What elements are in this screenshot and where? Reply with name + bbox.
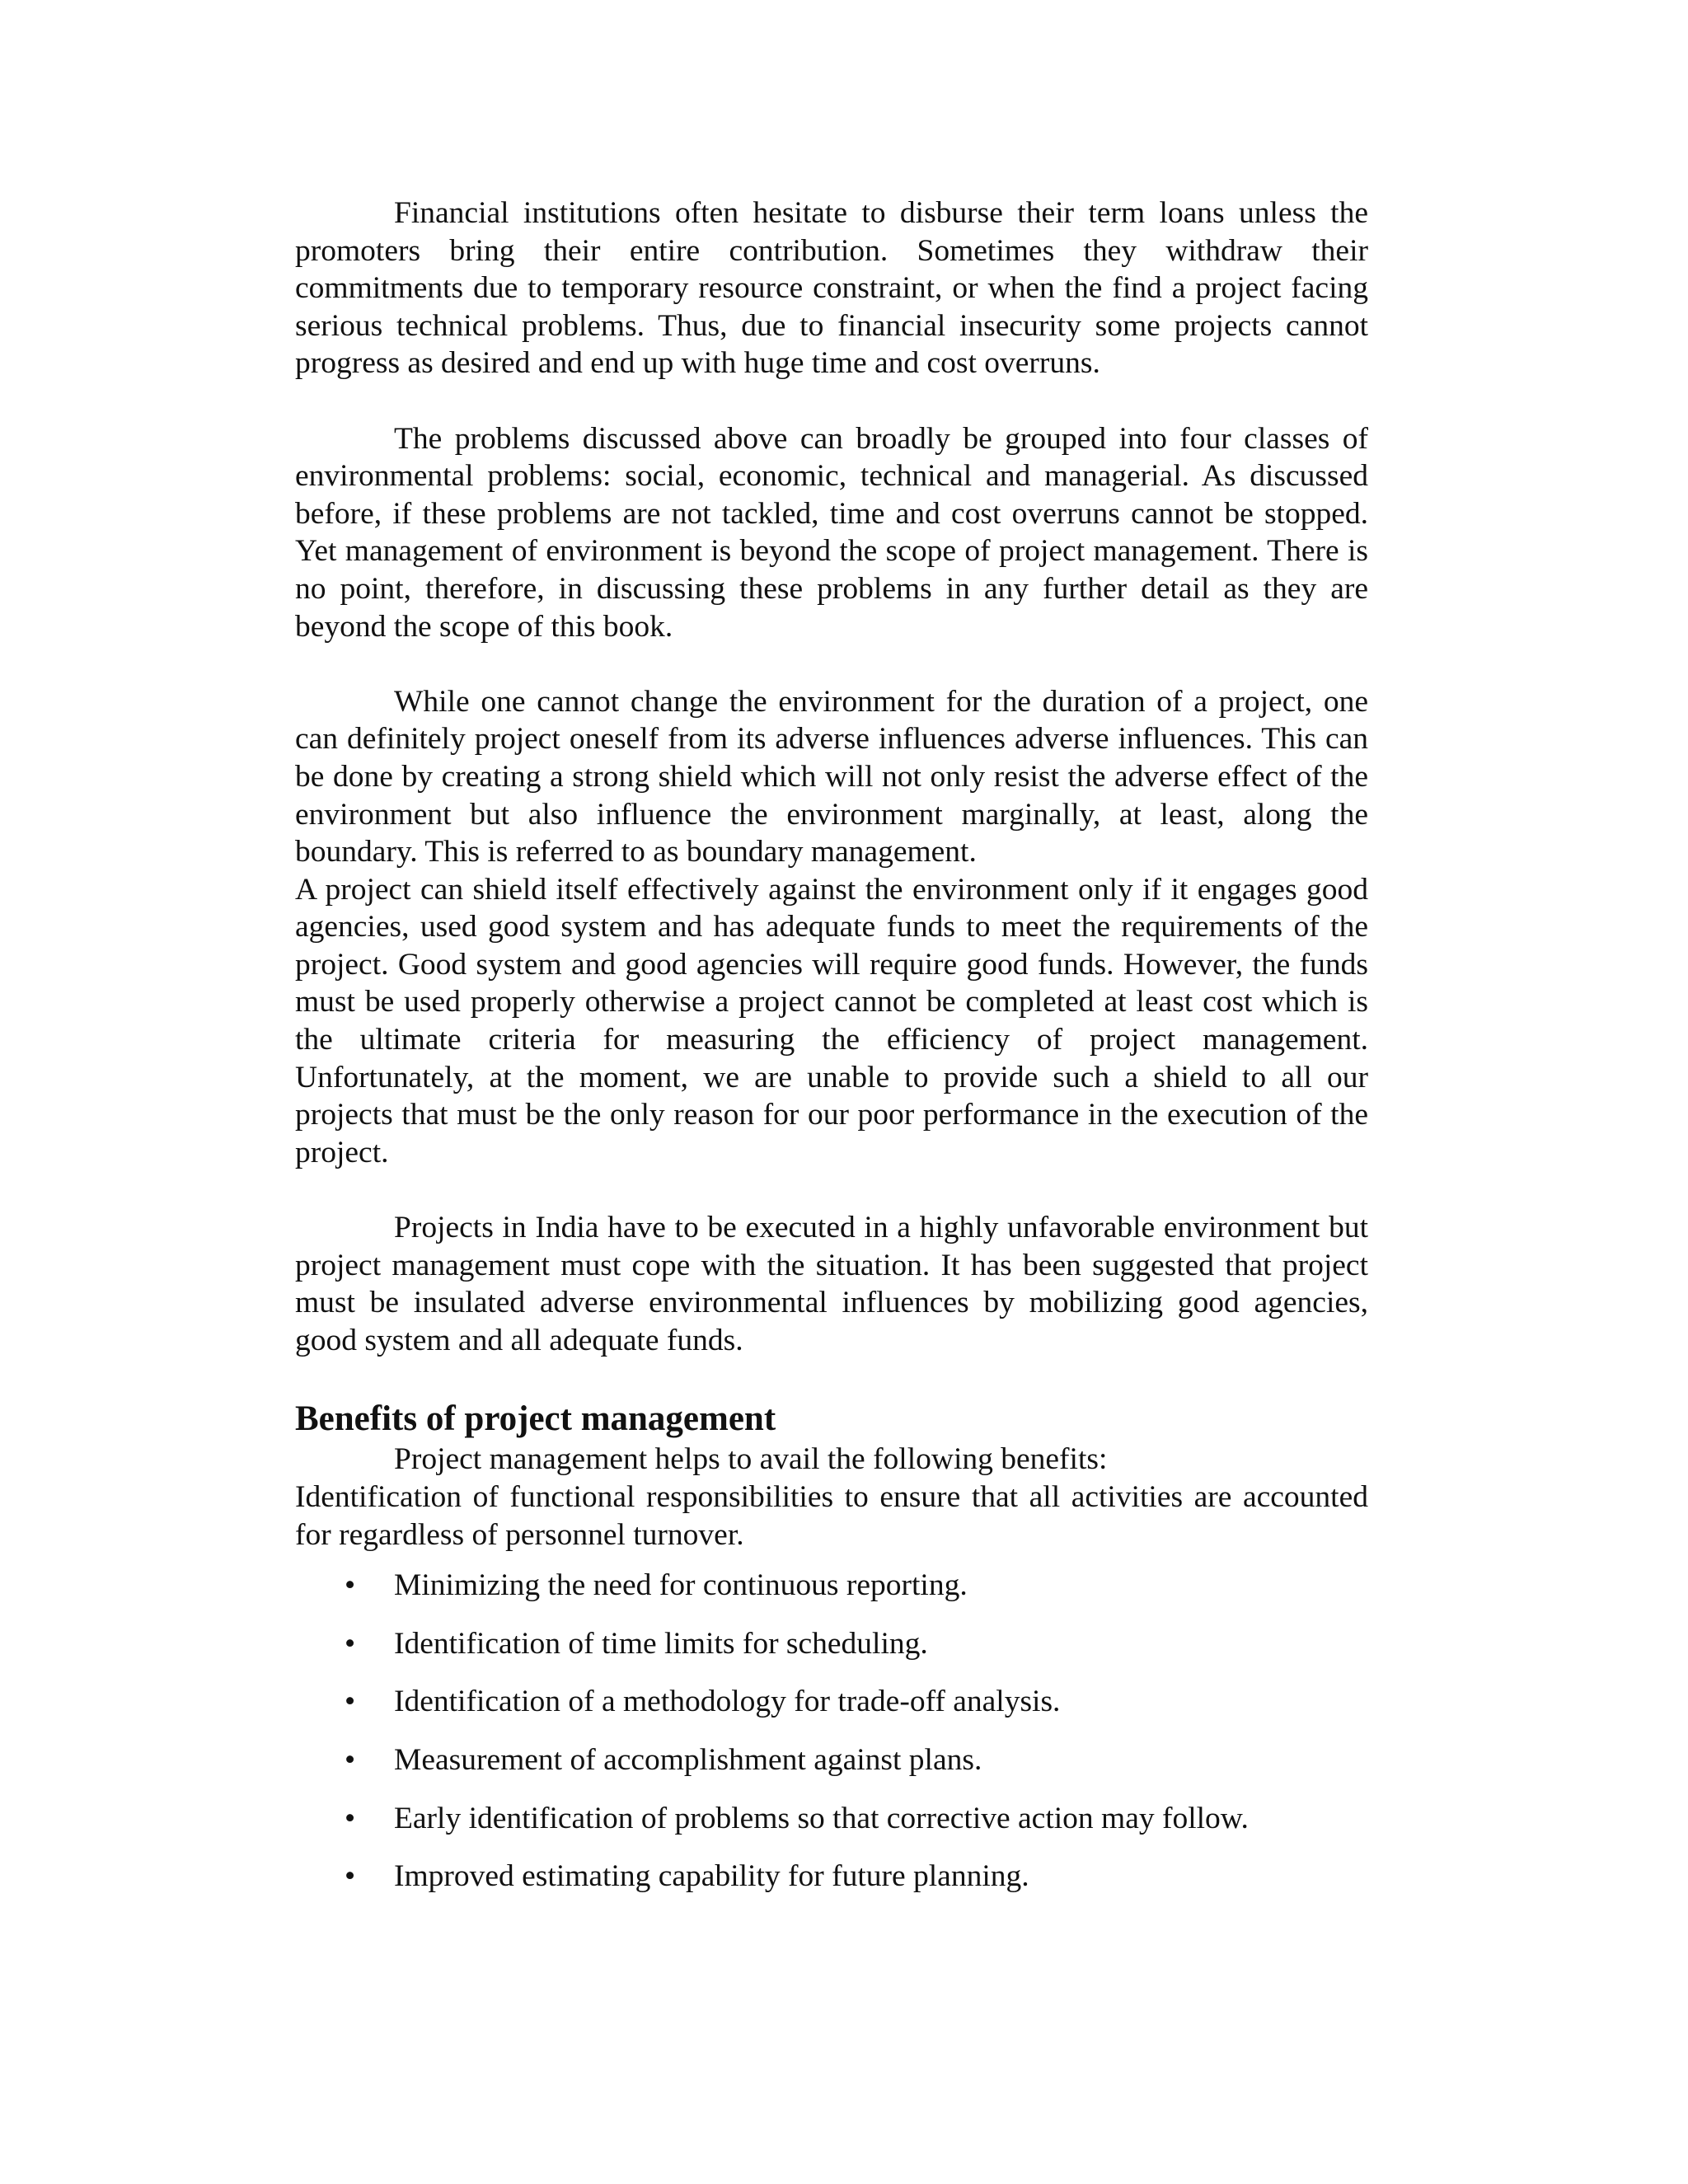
list-item	[295, 1800, 1368, 1838]
list-item-text: Identification of a methodology for trade-off analysis.	[394, 1685, 1061, 1719]
list-item-text: Measurement of accomplishment against plans.	[394, 1742, 982, 1777]
section-heading: Benefits of project management	[295, 1399, 776, 1439]
bullet-icon: •	[345, 1568, 356, 1603]
list-item-text: Identification of time limits for scheduling.	[394, 1626, 928, 1661]
document-page	[295, 194, 1368, 1916]
paragraph-projects-in-india: Projects in India have to be executed in a highly unfavorable environment but project management must cope with the situation. It has been suggested that project must be insulated adverse environmental influences by mobilizing good agencies, good system and all adequate funds.	[295, 1211, 1368, 1357]
list-item-text: Minimizing the need for continuous reporting.	[394, 1568, 968, 1603]
list-item-text: Improved estimating capability for future planning.	[394, 1859, 1029, 1894]
paragraph-boundary-management: While one cannot change the environment for the duration of a project, one can definitely project oneself from its adverse influences adverse influences. This can be done by creating a strong shield which will not only resist the adverse effect of the environment but also influence the environment marginally, at least, along the boundary. This is referred to as boundary management.	[295, 684, 1368, 869]
section-lead-paragraph: Identification of functional responsibilities to ensure that all activities are accounted for regardless of personnel turnover.	[295, 1480, 1368, 1552]
list-item	[295, 1683, 1368, 1721]
list-item	[295, 1567, 1368, 1605]
list-item	[295, 1858, 1368, 1896]
paragraph-project-shield: A project can shield itself effectively against the environment only if it engages good agencies, used good system and has adequate funds to meet the requirements of the project. Good system and good agencies will require good funds. However, the funds must be used properly otherwise a project cannot be completed at least cost which is the ultimate criteria for measuring the efficiency of project management. Unfortunately, at the moment, we are unable to provide such a shield to all our projects that must be the only reason for our poor performance in the execution of the project.	[295, 872, 1368, 1169]
bullet-icon: •	[345, 1742, 356, 1777]
list-item	[295, 1741, 1368, 1779]
benefits-list	[295, 1567, 1368, 1896]
bullet-icon: •	[345, 1859, 356, 1894]
bullet-icon: •	[345, 1626, 356, 1661]
list-item-text: Early identification of problems so that corrective action may follow.	[394, 1801, 1249, 1835]
bullet-icon: •	[345, 1801, 356, 1835]
section-intro: Project management helps to avail the following benefits:	[394, 1442, 1108, 1477]
paragraph-financial-institutions: Financial institutions often hesitate to disburse their term loans unless the promoters bring their entire contribution. Sometimes they withdraw their commitments due to temporary resource constraint, or when the find a project facing serious technical problems. Thus, due to financial insecurity some projects cannot progress as desired and end up with huge time and cost overruns.	[295, 196, 1368, 381]
list-item	[295, 1625, 1368, 1663]
paragraph-environmental-problems: The problems discussed above can broadly be grouped into four classes of environmental problems: social, economic, technical and managerial. As discussed before, if these problems are not tackled, time and cost overruns cannot be stopped. Yet management of environment is beyond the scope of project management. There is no point, therefore, in discussing these problems in any further detail as they are beyond the scope of this book.	[295, 421, 1368, 644]
bullet-icon: •	[345, 1685, 356, 1719]
